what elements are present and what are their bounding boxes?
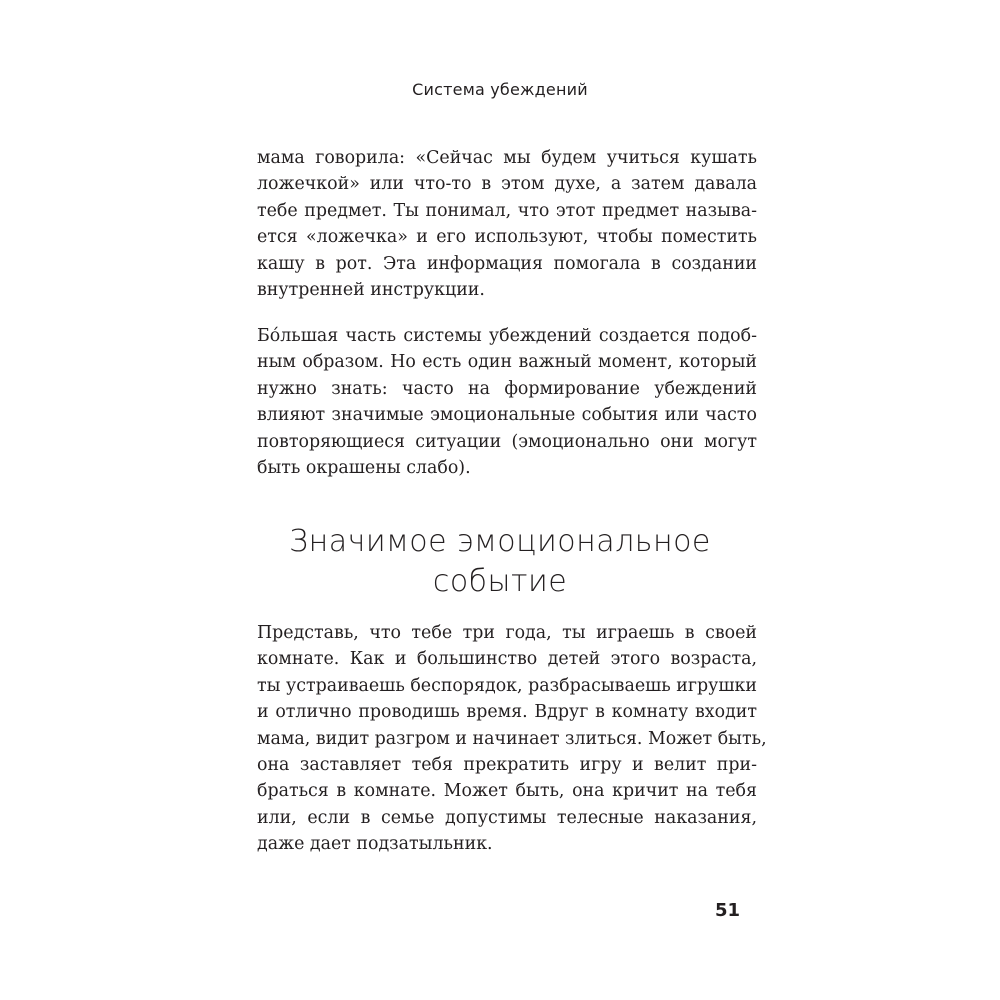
paragraph-1	[257, 145, 757, 303]
paragraph-line: повторяющиеся ситуации (эмоционально они могут	[257, 431, 757, 452]
paragraph-line: влияют значимые эмоциональные события или часто	[257, 405, 757, 426]
paragraph-line: Представь, что тебе три года, ты играешь в своей	[257, 623, 757, 643]
paragraph-3	[257, 620, 767, 858]
paragraph-line: или, если в семье допустимы телесные наказания,	[257, 807, 757, 828]
paragraph-line: ным образом. Но есть один важный момент, который	[257, 352, 757, 373]
paragraph-line: она заставляет тебя прекратить игру и велит при-	[257, 755, 757, 776]
paragraph-line: ложечкой» или что-то в этом духе, а затем давала	[257, 174, 757, 195]
paragraph-line: мама говорила: «Сейчас мы будем учиться кушать	[257, 148, 757, 168]
section-heading-line: Значимое эмоциональное	[289, 524, 711, 559]
paragraph-line: браться в комнате. Может быть, она кричит на тебя	[257, 781, 757, 802]
paragraph-line: мама, видит разгром и начинает злиться. Может быть,	[257, 728, 767, 749]
paragraph-line: и отлично проводишь время. Вдруг в комнату входит	[257, 702, 757, 723]
paragraph-2	[257, 323, 757, 481]
paragraph-line: комнате. Как и большинство детей этого возраста,	[257, 649, 757, 670]
paragraph-line: даже дает подзатыльник.	[257, 834, 493, 855]
paragraph-line: нужно знать: часто на формирование убеждений	[257, 378, 757, 399]
paragraph-line: кашу в рот. Эта информация помогала в создании	[257, 253, 757, 274]
section-heading-line: событие	[432, 564, 568, 599]
paragraph-line: быть окрашены слабо).	[257, 458, 471, 479]
paragraph-line: Бо́льшая часть системы убеждений создается подоб-	[257, 326, 757, 346]
paragraph-line: ты устраиваешь беспорядок, разбрасываешь игрушки	[257, 675, 757, 696]
page-number: 51	[714, 900, 740, 921]
running-head: Система убеждений	[412, 80, 588, 99]
section-heading	[230, 522, 770, 602]
paragraph-line: ется «ложечка» и его используют, чтобы поместить	[257, 227, 757, 248]
paragraph-line: тебе предмет. Ты понимал, что этот предмет называ-	[257, 200, 757, 221]
paragraph-line: внутренней инструкции.	[257, 280, 485, 301]
